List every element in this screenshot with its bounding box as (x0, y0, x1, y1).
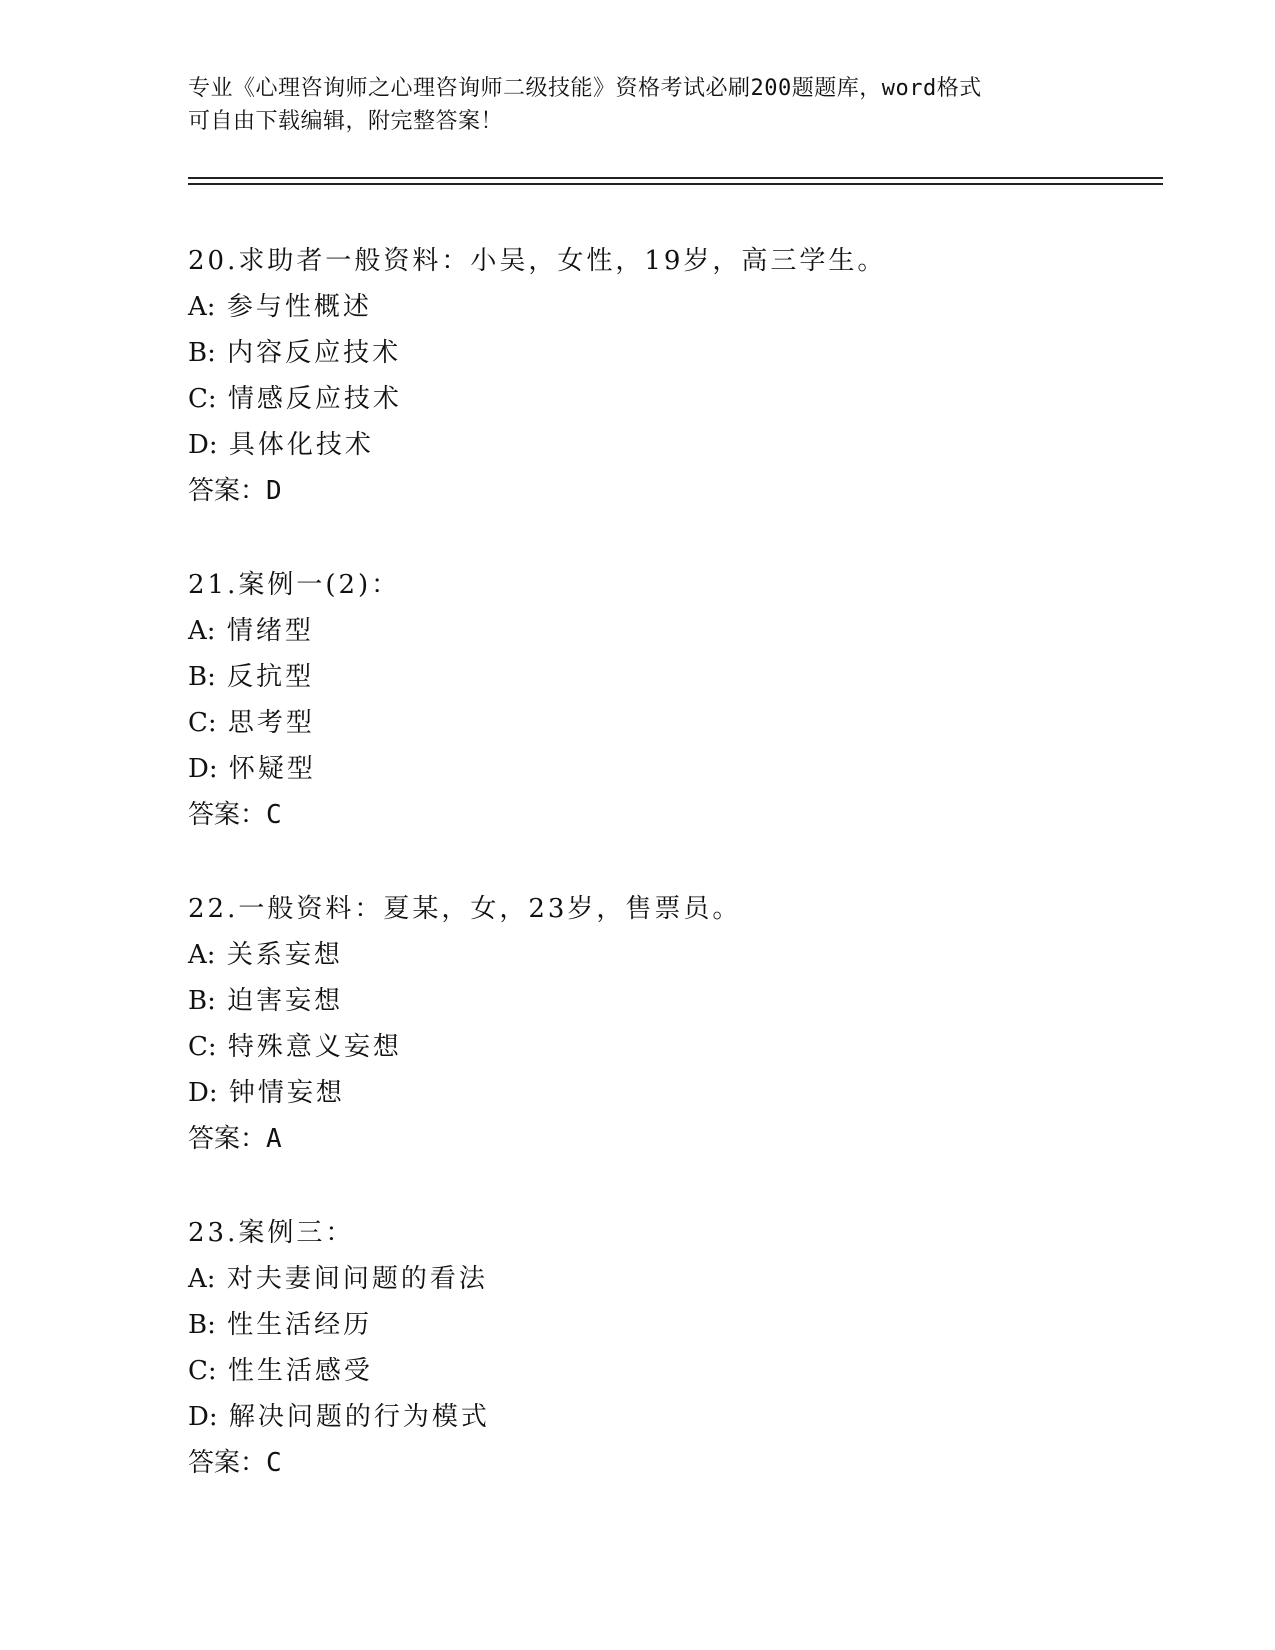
question-list (188, 238, 1148, 1534)
option-label: A: (188, 940, 216, 970)
question-21 (188, 562, 1148, 838)
option-c (188, 1024, 1148, 1070)
option-b (188, 330, 1148, 376)
option-c (188, 376, 1148, 422)
header-title-line-1: 专业《心理咨询师之心理咨询师二级技能》资格考试必刷200题题库，word格式 (188, 76, 982, 101)
option-d (188, 422, 1148, 468)
question-title: 22.一般资料：夏某，女，23岁，售票员。 (188, 894, 742, 924)
question-title: 20.求助者一般资料：小吴，女性，19岁，高三学生。 (188, 246, 887, 276)
option-a (188, 1256, 1148, 1302)
option-label: D: (188, 430, 218, 460)
option-label: B: (188, 338, 216, 368)
option-text: 具体化技术 (228, 430, 374, 460)
answer-line: 答案：D (188, 476, 282, 506)
option-text: 性生活感受 (227, 1356, 373, 1386)
option-label: C: (188, 708, 217, 738)
option-label: B: (188, 1310, 216, 1340)
answer-line: 答案：A (188, 1124, 282, 1154)
option-text: 反抗型 (227, 662, 315, 692)
option-label: C: (188, 384, 217, 414)
option-label: C: (188, 1356, 217, 1386)
question-20 (188, 238, 1148, 514)
option-label: D: (188, 1078, 218, 1108)
option-c (188, 1348, 1148, 1394)
option-label: D: (188, 754, 218, 784)
answer-line: 答案：C (188, 1448, 282, 1478)
header-divider-top (188, 177, 1163, 179)
option-label: C: (188, 1032, 217, 1062)
option-text: 怀疑型 (228, 754, 316, 784)
option-text: 情绪型 (226, 616, 314, 646)
option-label: A: (188, 1264, 216, 1294)
option-text: 内容反应技术 (227, 338, 402, 368)
option-label: B: (188, 662, 216, 692)
option-label: A: (188, 292, 216, 322)
answer-line: 答案：C (188, 800, 282, 830)
question-title: 21.案例一(2)： (188, 570, 401, 600)
option-text: 对夫妻间问题的看法 (226, 1264, 488, 1294)
header-title-line-2: 可自由下载编辑，附完整答案！ (188, 109, 504, 134)
question-22 (188, 886, 1148, 1162)
option-a (188, 608, 1148, 654)
option-a (188, 932, 1148, 978)
option-d (188, 1394, 1148, 1440)
option-d (188, 1070, 1148, 1116)
option-b (188, 654, 1148, 700)
option-text: 关系妄想 (226, 940, 343, 970)
option-d (188, 746, 1148, 792)
option-label: A: (188, 616, 216, 646)
option-label: D: (188, 1402, 218, 1432)
question-title: 23.案例三： (188, 1218, 355, 1248)
question-23 (188, 1210, 1148, 1486)
option-label: B: (188, 986, 216, 1016)
option-b (188, 1302, 1148, 1348)
option-text: 迫害妄想 (227, 986, 344, 1016)
option-a (188, 284, 1148, 330)
option-text: 思考型 (227, 708, 315, 738)
option-text: 钟情妄想 (228, 1078, 345, 1108)
option-c (188, 700, 1148, 746)
header-divider-bottom (188, 183, 1163, 185)
option-b (188, 978, 1148, 1024)
option-text: 解决问题的行为模式 (228, 1402, 490, 1432)
option-text: 情感反应技术 (227, 384, 402, 414)
option-text: 参与性概述 (226, 292, 372, 322)
option-text: 特殊意义妄想 (227, 1032, 402, 1062)
option-text: 性生活经历 (227, 1310, 373, 1340)
document-header (188, 72, 1088, 138)
